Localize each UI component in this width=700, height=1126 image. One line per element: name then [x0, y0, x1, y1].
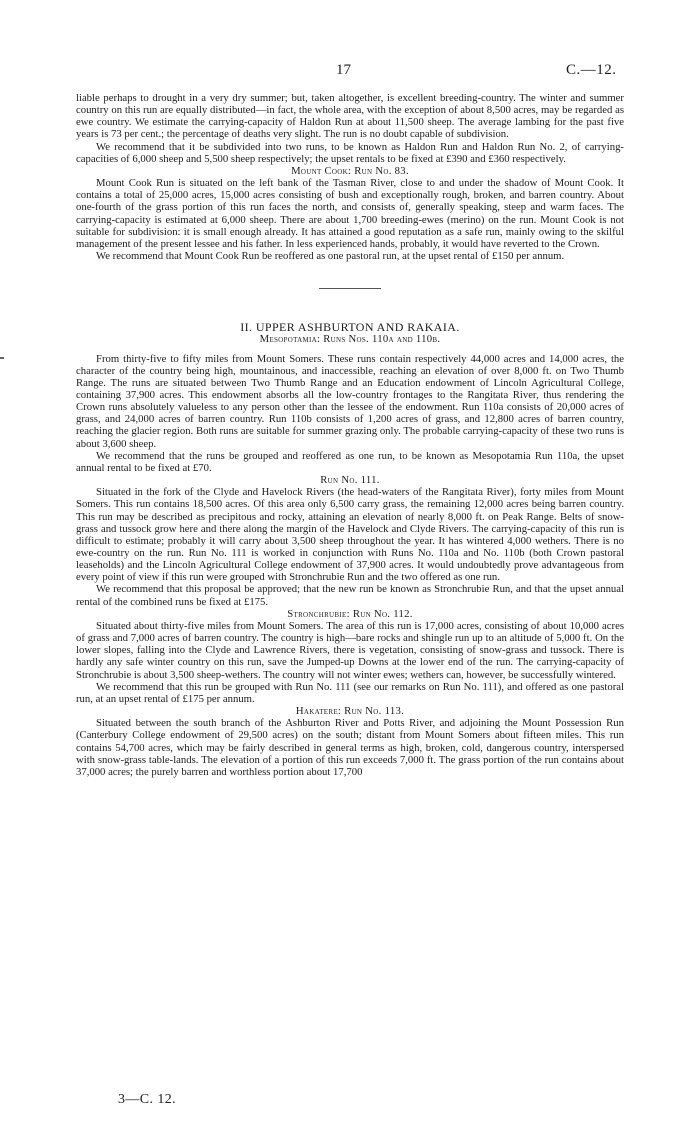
- subheading-run-113: Hakatere: Run No. 113.: [295, 705, 405, 718]
- page-number: 17: [336, 62, 351, 78]
- subheading-mesopotamia: Mesopotamia: Runs Nos. 110a and 110b.: [259, 333, 441, 346]
- paragraph: Situated about thirty-five miles from Mount Somers. The area of this run is 17,000 acres, consisting of about 10,000 acres of grass and 7,000 acres of barren country. The country is high—bare rocks and shingle run up to an altitude of 5,000 ft. On the lower slopes, falling into the Clyde and Lawrence Rivers, there is vegetation, consisting of snow-grass and tussock. There is hardly any safe winter country on this run, save the Jumped-up Downs at the lower end of the run. The carrying-capacity of Stronchrubie is about 3,500 sheep-wethers. The country will not winter ewes; wethers can, however, be successfully wintered.: [76, 619, 624, 681]
- section-heading: II. UPPER ASHBURTON AND RAKAIA.: [240, 320, 460, 335]
- section-divider: [319, 288, 381, 289]
- document-reference: C.—12.: [566, 62, 617, 78]
- paragraph: liable perhaps to drought in a very dry summer; but, taken altogether, is excellent breeding-country. The winter and summer country on this run are equally distributed—in fact, the whole area, with the exception of about 8,500 acres, may be regarded as ewe country. We estimate the carrying-capacity of Haldon Run at about 11,500 sheep. The average lambing for the past five years is 73 per cent.; the percentage of deaths very slight. The run is no doubt capable of subdivision.: [76, 92, 624, 141]
- subheading-run-111: Run No. 111.: [320, 474, 380, 487]
- paragraph: Mount Cook Run is situated on the left bank of the Tasman River, close to and under the shadow of Mount Cook. It contains a total of 25,000 acres, 15,000 acres consisting of bush and exceptionally rough, broken, and barren country. About one-fourth of the grass portion of this run faces the north, and consists of, generally speaking, steep and warm faces. The carrying-capacity is estimated at 6,000 sheep. There are about 1,700 breeding-ewes (merino) on the run. Mount Cook is not suitable for subdivision: it is small enough already. It has attained a good reputation as a safe run, mainly owing to the skilful management of the present lessee and his father. In less experienced hands, probably, it would have reverted to the Crown.: [76, 177, 624, 250]
- subheading-mount-cook: Mount Cook: Run No. 83.: [291, 164, 409, 177]
- subheading-run-112: Stronchrubie: Run No. 112.: [287, 607, 413, 620]
- paragraph: From thirty-five to fifty miles from Mount Somers. These runs contain respectively 44,000 acres and 14,000 acres, the character of the country being high, mountainous, and inaccessible, reaching an elevation of over 8,000 ft. on Two Thumb Range. The runs are situated between Two Thumb Range and an Education endowment of Lincoln Agricultural College, containing 37,900 acres. This endowment absorbs all the low-country frontages to the Rangitata River, thus rendering the Crown runs absolutely valueless to any person other than the lessee of the endowment. Run 110a consists of 20,000 acres of grass, and 24,000 acres of barren country. Run 110b consists of 1,200 acres of grass, and 12,800 acres of barren country, reaching the glacier region. Both runs are suitable for summer grazing only. The probable carrying-capacity of these two runs is about 3,600 sheep.: [76, 352, 624, 450]
- paragraph: We recommend that this run be grouped with Run No. 111 (see our remarks on Run No. 111), and offered as one pastoral run, at an upset rental of £175 per annum.: [76, 680, 624, 705]
- paragraph: We recommend that this proposal be approved; that the new run be known as Stronchrubie Run, and that the upset annual rental of the combined runs be fixed at £175.: [76, 583, 624, 608]
- margin-mark: [0, 357, 4, 359]
- paragraph: We recommend that it be subdivided into two runs, to be known as Haldon Run and Haldon Run No. 2, of carrying-capacities of 6,000 sheep and 5,500 sheep respectively; the upset rentals to be fixed at £390 and £360 respectively.: [76, 140, 624, 165]
- document-body: [76, 92, 624, 778]
- signature-mark: 3—C. 12.: [118, 1092, 177, 1107]
- paragraph: Situated between the south branch of the Ashburton River and Potts River, and adjoining the Mount Possession Run (Canterbury College endowment of 29,500 acres) on the south; distant from Mount Somers about fifteen miles. This run contains 54,700 acres, which may be fairly described in general terms as high, broken, cold, dangerous country, interspersed with snow-grass table-lands. The elevation of a portion of this run exceeds 7,000 ft. The grass portion of the run contains about 37,000 acres; the purely barren and worthless portion about 17,700: [76, 717, 624, 778]
- paragraph: We recommend that the runs be grouped and reoffered as one run, to be known as Mesopotamia Run 110a, the upset annual rental to be fixed at £70.: [76, 449, 624, 474]
- paragraph: Situated in the fork of the Clyde and Havelock Rivers (the head-waters of the Rangitata River), forty miles from Mount Somers. This run contains 18,500 acres. Of this area only 6,500 carry grass, the remaining 12,000 acres being barren country. This run may be described as precipitous and rocky, attaining an elevation of nearly 8,000 ft. on Peak Range. Belts of snow-grass and tussock grow here and there along the margin of the Havelock and Clyde Rivers. The carrying-capacity of this run is difficult to estimate; probably it will carry about 3,500 sheep throughout the year. It has wintered 4,000 wethers. There is no ewe-country on the run. Run No. 111 is worked in conjunction with Runs No. 110a and No. 110b (both Crown pastoral leaseholds) and the Lincoln Agricultural College endowment of 37,900 acres. It would undoubtedly prove advantageous from every point of view if this run were grouped with Stronchrubie Run and the two offered as one run.: [76, 486, 624, 584]
- paragraph: We recommend that Mount Cook Run be reoffered as one pastoral run, at the upset rental of £150 per annum.: [96, 250, 565, 263]
